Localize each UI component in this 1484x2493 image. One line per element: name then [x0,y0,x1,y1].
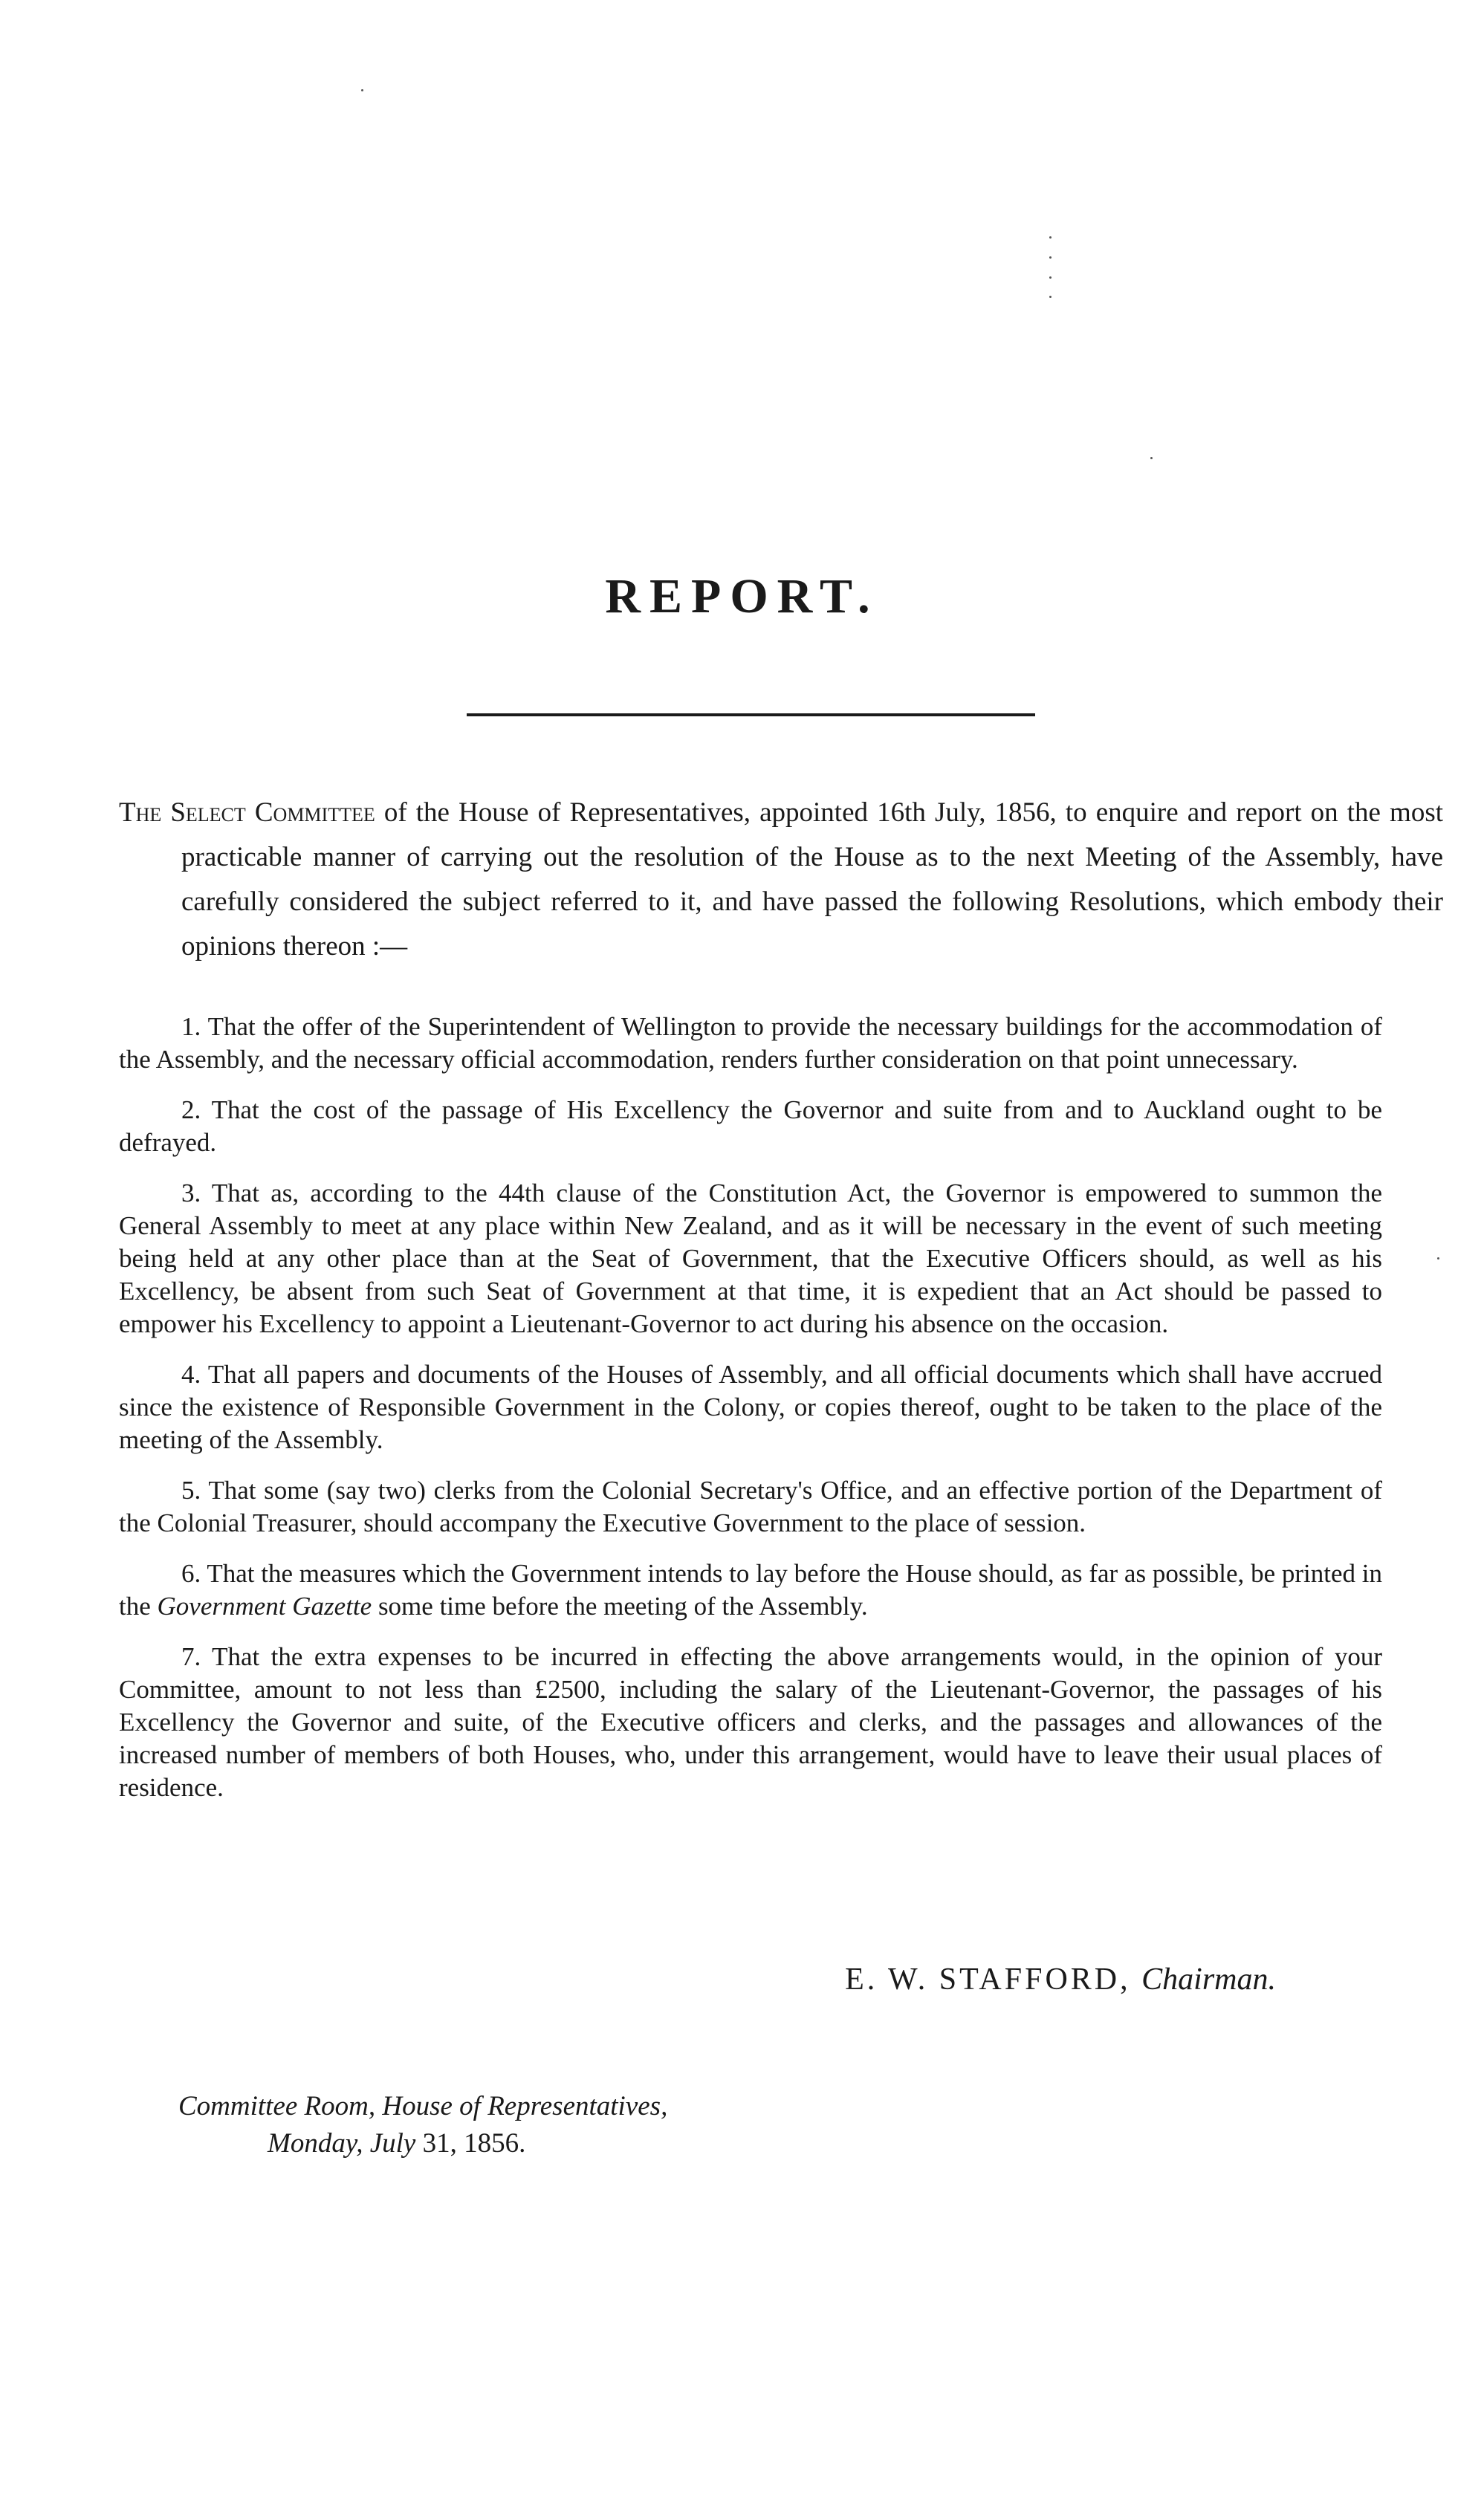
preamble-text: of the House of Representatives, appointed 16th July, 1856, to enquire and report on the most practicable manner of carrying out the resolution of the House as to the next Meeting of the Assembly, have carefully considered the subject referred to it, and have passed the following Resolutions, which embody their opinions thereon :— [181,797,1443,962]
report-title: REPORT. [605,569,879,623]
dateline-day-year: 31, 1856. [415,2128,526,2159]
resolution-3: 3. That as, according to the 44th clause of the Constitution Act, the Governor is empowered to summon the General Assembly to meet at any place within New Zealand, and as it will be necessary in the event of such meeting being held at any other place than at the Seat of Government, that the Executive Officers should, as well as his Excellency, be absent from such Seat of Government at that time, it is expedient that an Act should be passed to empower his Excellency to appoint a Lieutenant-Governor to act during his absence on the occasion. [119,1179,1382,1338]
resolution-6-after: some time before the meeting of the Assembly. [372,1592,868,1621]
dateline [178,2088,667,2162]
preamble-paragraph [119,791,1443,969]
dateline-place: Committee Room, House of Representatives, [178,2091,668,2121]
preamble-lead: The Select Committee [119,797,375,828]
signatory-role: Chairman. [1141,1962,1276,1997]
signature-block [845,1962,1276,1997]
resolutions-list [119,1011,1382,1822]
dateline-date [178,2125,667,2162]
resolution-2: 2. That the cost of the passage of His Excellency the Governor and suite from and to Auckland ought to be defrayed. [119,1095,1382,1157]
resolution-6 [119,1557,1382,1623]
signatory-name: E. W. STAFFORD, [845,1962,1131,1997]
title-rule [467,713,1035,716]
resolution-4: 4. That all papers and documents of the Houses of Assembly, and all official documents which shall have accrued since the existence of Responsible Government in the Colony, or copies thereof, ought to be taken to the place of the meeting of the Assembly. [119,1360,1382,1454]
resolution-1: 1. That the offer of the Superintendent of Wellington to provide the necessary buildings for the accommodation of the Assembly, and the necessary official accommodation, renders further consideration on that point unnecessary. [119,1012,1382,1074]
resolution-6-before: 6. That the measures which the Government intends to lay before the House should, as far as possible, be printed in the [119,1559,1382,1621]
resolution-7: 7. That the extra expenses to be incurred in effecting the above arrangements would, in the opinion of your Committee, amount to not less than £2500, including the salary of the Lieutenant-Governor, the passages of his Excellency the Governor and suite, of the Executive officers and clerks, and the passages and allowances of the increased number of members of both Houses, who, under this arrangement, would have to leave their usual places of residence. [119,1642,1382,1802]
gazette-title: Government Gazette [157,1592,372,1621]
dateline-weekday-month: Monday, July [268,2128,416,2159]
resolution-5: 5. That some (say two) clerks from the Colonial Secretary's Office, and an effective portion of the Department of the Colonial Treasurer, should accompany the Executive Government to the place of session. [119,1476,1382,1537]
